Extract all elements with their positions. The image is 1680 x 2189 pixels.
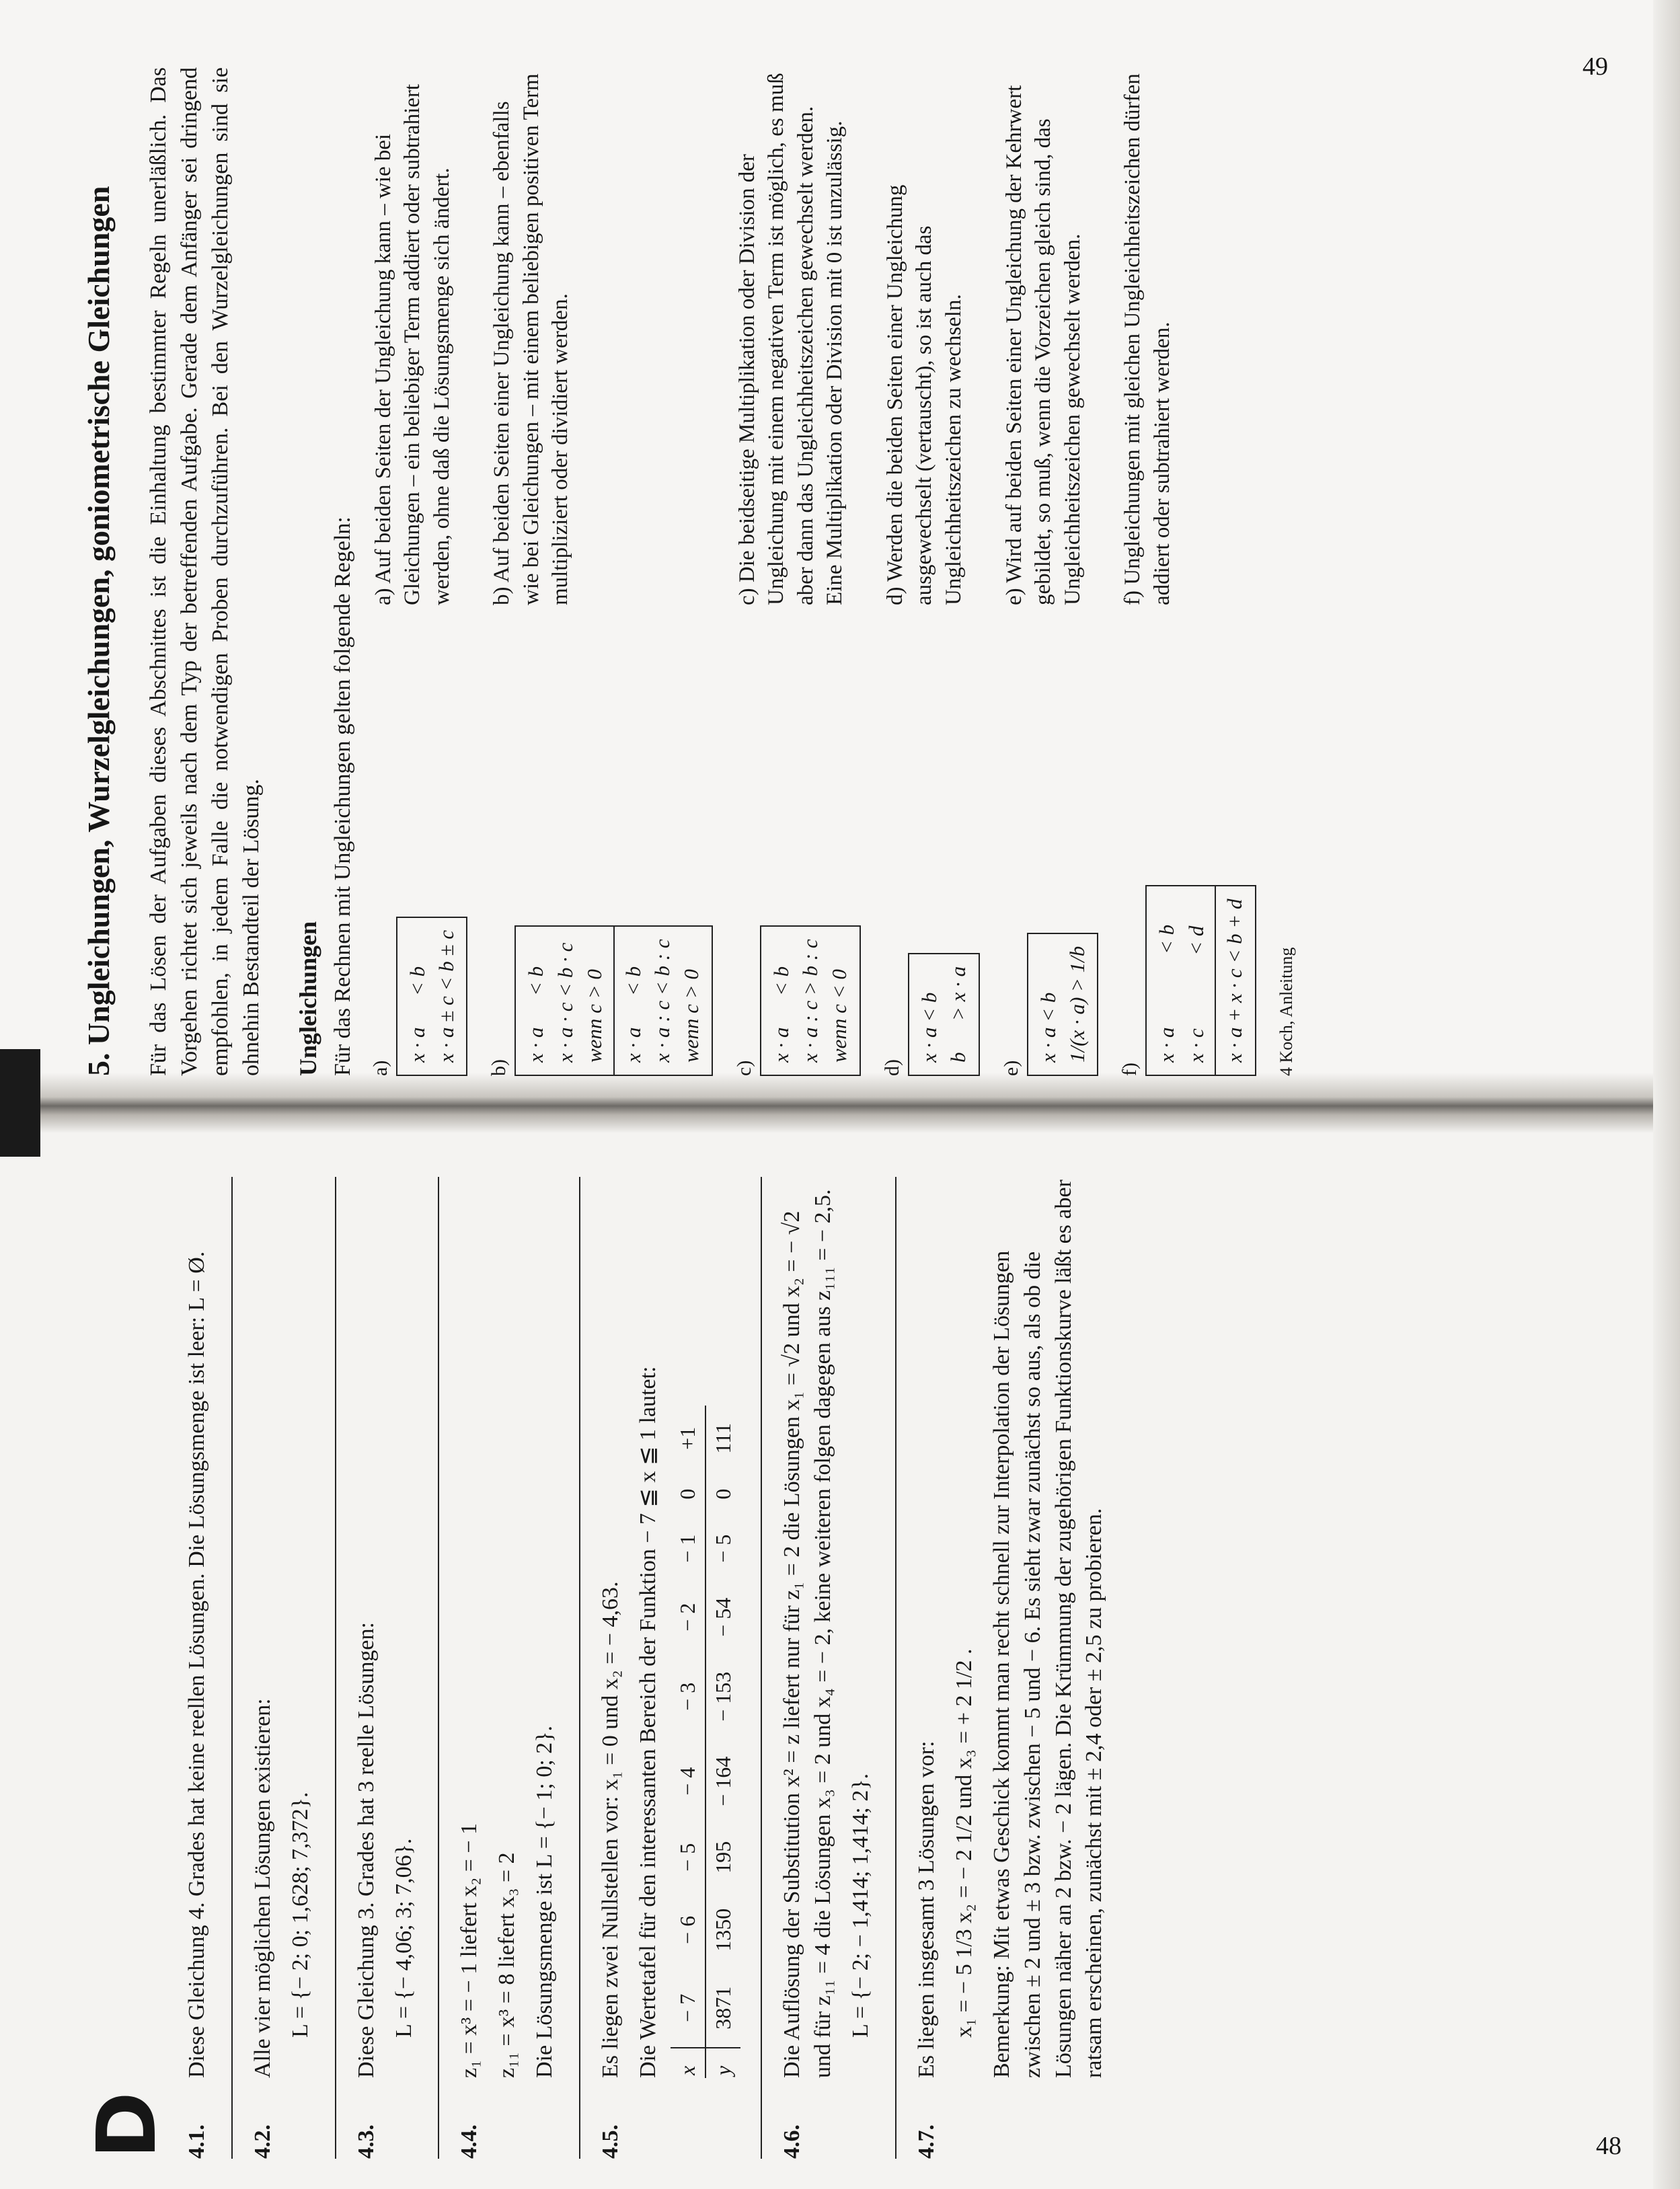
entry-4-7 [911, 1177, 1116, 2159]
rule-d [881, 67, 980, 1076]
rule-e [1000, 67, 1099, 1076]
table-header-y: y [705, 2048, 740, 2078]
entry-number: 4.7. [913, 2124, 939, 2159]
rule-tag: e) [999, 1060, 1022, 1076]
entry-4-5 [595, 1177, 749, 2159]
entry-text: z₁ = x³ = − 1 liefert x₂ = − 1 [457, 1822, 482, 2078]
rule-tag: f) [1118, 1063, 1141, 1076]
entry-text: Die Lösungsmenge ist L = {− 1; 0; 2}. [532, 1726, 558, 2078]
rule-f [1118, 67, 1256, 1076]
rule-tag: b) [488, 1059, 510, 1076]
page-48 [27, 1137, 1654, 2186]
entry-text: Es liegen insgesamt 3 Lösungen vor: [913, 1740, 939, 2078]
rule-a [369, 67, 468, 1076]
entry-4-4 [454, 1177, 567, 2159]
formula-box [396, 917, 468, 1076]
divider [579, 1177, 580, 2159]
formula-line: x · a < b [524, 966, 548, 1063]
entry-text: z₁₁ = x³ = 8 liefert x₃ = 2 [494, 1852, 520, 2078]
rule-text: e) Wird auf beiden Seiten einer Ungleichung der Kehrwert gebildet, so muß, wenn die Vorzeichen gleich sind, das Ungleichheitszeichen gewechselt werden. [1001, 85, 1085, 605]
formula-box [1027, 933, 1099, 1076]
formula-line: x · a < b [769, 966, 793, 1063]
rule-text: c) Die beidseitige Multiplikation oder Division der Ungleichung mit einem negativen Term ist möglich, es muß aber dann das Ungleichheitszeichen gewechselt werden. Eine Multiplikation oder Division mit 0 ist unzulässig. [734, 73, 847, 605]
formula-box [514, 925, 712, 1076]
table-cell: − 5 [711, 1534, 736, 1563]
table-cell: 195 [711, 1841, 736, 1874]
rule-tag: c) [732, 1060, 755, 1076]
formula-line: x · c < d [1184, 925, 1208, 1063]
rule-text: b) Auf beiden Seiten einer Ungleichung kann – ebenfalls wie bei Gleichungen – mit einem beliebigen positiven Term multipliziert oder dividiert werden. [490, 73, 573, 605]
entry-4-2 [247, 1177, 323, 2159]
entry-4-6 [777, 1177, 883, 2159]
formula-line: 1/(x · a) > 1/b [1065, 946, 1090, 1063]
entry-text: Alle vier möglichen Lösungen existieren: [250, 1698, 275, 2078]
table-cell: 111 [711, 1422, 736, 1454]
formula-line: x · a < b [405, 966, 429, 1063]
table-cell: − 5 [671, 1824, 705, 1891]
formula-line: x · a : c < b : c [650, 939, 674, 1063]
table-cell: − 3 [671, 1654, 705, 1739]
entry-text: Die Wertetafel für den interessanten Bereich der Funktion − 7 ≦ x ≦ 1 lautet: [636, 1366, 661, 2078]
formula-line: b > x · a [946, 966, 970, 1063]
page-edge [1653, 0, 1680, 2189]
table-header-x: x [671, 2048, 705, 2078]
subheading: Ungleichungen [294, 921, 321, 1076]
table-cell: − 2 [671, 1580, 705, 1654]
formula-separator [613, 927, 615, 1075]
table-cell: − 153 [711, 1671, 736, 1722]
rule-tag: d) [880, 1059, 903, 1076]
rule-c [733, 67, 861, 1076]
divider [231, 1177, 233, 2159]
value-table [671, 1406, 740, 2078]
formula-line: x · a < b [917, 992, 941, 1063]
table-cell: +1 [671, 1406, 705, 1471]
solution-set: L = {− 2; 0; 1,628; 7,372}. [287, 1792, 313, 2038]
table-cell: − 164 [711, 1756, 736, 1806]
formula-line: x · a < b [621, 966, 645, 1063]
formula-box [760, 925, 861, 1076]
entry-number: 4.4. [457, 2124, 482, 2159]
table-cell: − 7 [671, 1969, 705, 2048]
divider [438, 1177, 439, 2159]
rule-text: f) Ungleichungen mit gleichen Ungleichheitszeichen dürfen addiert oder subtrahiert werden. [1120, 73, 1174, 605]
chapter-title: 5. Ungleichungen, Wurzelgleichungen, goniometrische Gleichungen [81, 186, 116, 1076]
formula-line: wenn c < 0 [827, 969, 851, 1063]
formula-box [908, 953, 980, 1076]
page-49 [27, 27, 1654, 1103]
entry-text: Diese Gleichung 3. Grades hat 3 reelle Lösungen: [353, 1622, 379, 2078]
entry-text: Diese Gleichung 4. Grades hat keine reellen Lösungen. Die Lösungsmenge ist leer: L = Ø. [184, 1251, 209, 2078]
entry-number: 4.1. [184, 2124, 209, 2159]
divider [761, 1177, 762, 2159]
rule-text: a) Auf beiden Seiten der Ungleichung kann – wie bei Gleichungen – ein beliebiger Term addiert oder subtrahiert werden, ohne daß die Lösungsmenge sich ändert. [371, 83, 454, 605]
table-cell: 0 [671, 1471, 705, 1517]
table-cell: 0 [711, 1488, 736, 1500]
entry-number: 4.2. [250, 2124, 275, 2159]
rule-tag: a) [369, 1060, 391, 1076]
table-cell: 3871 [711, 1986, 736, 2030]
formula-line: x · a < b [1036, 992, 1060, 1063]
solutions-line: x₁ = − 5 1/3 x₂ = − 2 1/2 und x₃ = + 2 1/2 . [951, 1648, 977, 2038]
entry-text: Die Auflösung der Substitution x² = z liefert nur für z₁ = 2 die Lösungen x₁ = √2 und x₂ = − √2 und für z₁₁ = 4 die Lösungen x₃ = 2 und x₄ = − 2, keine weiteren folgen dagegen aus z₁₁₁ = − 2,5. [779, 1189, 836, 2078]
entry-4-3 [351, 1177, 426, 2159]
section-letter: D [81, 2091, 174, 2159]
formula-box [1145, 885, 1256, 1076]
page-number: 49 [1582, 52, 1608, 81]
footnote: 4 Koch, Anleitung [1276, 947, 1296, 1076]
page-number: 48 [1596, 2132, 1621, 2160]
intro-paragraph: Für das Lösen der Aufgaben dieses Abschnittes ist die Einhaltung bestimmter Regeln unerläßlich. Das Vorgehen richtet sich jeweils nach dem Typ der betreffenden Aufgabe. Gerade dem Anfänger sei dringend empfohlen, in jedem Falle die notwendigen Proben durchzuführen. Bei den Wurzelgleichungen sind sie ohnehin Bestandteil der Lösung. [146, 67, 264, 1076]
solution-set: L = {− 2; − 1,414; 1,414; 2}. [848, 1773, 874, 2038]
formula-line: x · a < b [1155, 924, 1179, 1063]
formula-line: wenn c > 0 [679, 969, 703, 1063]
table-cell: − 1 [671, 1517, 705, 1580]
entry-number: 4.3. [353, 2124, 379, 2159]
formula-line: x · a + x · c < b + d [1223, 898, 1247, 1063]
solution-set: L = {− 4,06; 3; 7,06}. [391, 1838, 416, 2038]
rule-b [488, 67, 712, 1076]
divider [895, 1177, 896, 2159]
remark-text: Bemerkung: Mit etwas Geschick kommt man recht schnell zur Interpolation der Lösungen zwischen ± 2 und ± 3 bzw. zwischen − 5 und − 6. Es sieht zwar zunächst so aus, als ob die Lösungen näher an 2 bzw. − 2 lägen. Die Krümmung der zugehörigen Funktionskurve läßt es aber ratsam erscheinen, zunächst mit ± 2,4 oder ± 2,5 zu probieren. [989, 1180, 1107, 2078]
entry-text: Es liegen zwei Nullstellen vor: x₁ = 0 und x₂ = − 4,63. [598, 1581, 623, 2078]
divider [335, 1177, 336, 2159]
entry-number: 4.6. [779, 2124, 805, 2159]
entry-4-1 [182, 1177, 219, 2159]
formula-line: x · a : c > b : c [798, 939, 823, 1063]
formula-line: x · a ± c < b ± c [434, 930, 458, 1063]
formula-line: x · a · c < b · c [553, 942, 577, 1063]
table-cell: − 54 [711, 1597, 736, 1637]
table-cell: 1350 [711, 1908, 736, 1952]
formula-line: wenn c > 0 [582, 969, 607, 1063]
table-cell: − 6 [671, 1891, 705, 1969]
subheading-intro: Für das Rechnen mit Ungleichungen gelten folgende Regeln: [330, 516, 355, 1076]
rule-text: d) Werden die beiden Seiten einer Ungleichung ausgewechselt (vertauscht), so ist auch das Ungleichheitszeichen zu wechseln. [882, 184, 966, 605]
table-cell: − 4 [671, 1739, 705, 1824]
entry-number: 4.5. [598, 2124, 623, 2159]
formula-separator [1215, 886, 1216, 1075]
